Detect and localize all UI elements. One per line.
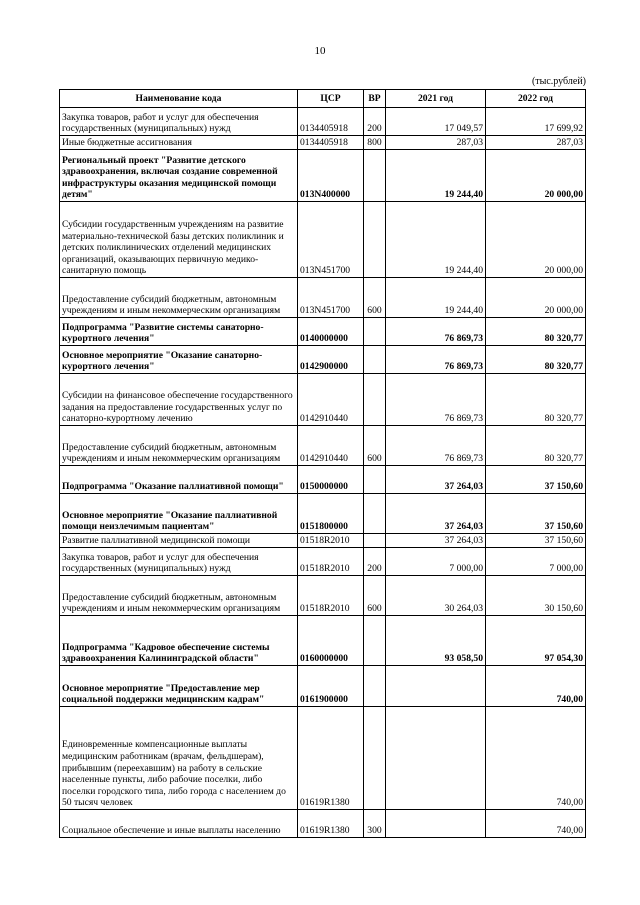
cell-csr: 01619R1380 [298,707,364,810]
cell-2021: 19 244,40 [386,150,486,202]
cell-2022: 20 000,00 [486,150,586,202]
table-row [60,576,586,616]
cell-name: Субсидии государственным учреждениям на развитие материально-технической базы детских поликлиник и детских поликлинических отделений медицинских организаций, оказывающих первичную медико-санитарную помощь [60,202,298,278]
cell-2021: 93 058,50 [386,616,486,666]
cell-2022: 740,00 [486,810,586,838]
table-row [60,810,586,838]
cell-csr: 013N400000 [298,150,364,202]
cell-name: Подпрограмма "Развитие системы санаторно-курортного лечения" [60,318,298,346]
header-2022: 2022 год [486,90,586,108]
page-number: 10 [314,45,326,57]
units-label: (тыс.рублей) [531,76,586,87]
cell-2022: 80 320,77 [486,346,586,374]
cell-2022: 30 150,60 [486,576,586,616]
table-row [60,108,586,136]
cell-csr: 01518R2010 [298,576,364,616]
table-header-row [60,90,586,108]
cell-csr: 0142900000 [298,346,364,374]
cell-2021 [386,810,486,838]
table-row [60,534,586,548]
header-name: Наименование кода [60,90,298,108]
cell-vr: 600 [364,278,386,318]
cell-vr [364,202,386,278]
cell-2021: 30 264,03 [386,576,486,616]
table-row [60,494,586,534]
cell-csr: 01518R2010 [298,534,364,548]
table-row [60,616,586,666]
cell-vr [364,534,386,548]
cell-2021: 7 000,00 [386,548,486,576]
cell-name: Предоставление субсидий бюджетным, автономным учреждениям и иным некоммерческим организациям [60,576,298,616]
table-row [60,466,586,494]
cell-vr [364,666,386,707]
cell-vr: 200 [364,108,386,136]
table-body [60,108,586,838]
cell-2022: 37 150,60 [486,494,586,534]
cell-csr: 0134405918 [298,108,364,136]
cell-csr: 01619R1380 [298,810,364,838]
cell-2022: 97 054,30 [486,616,586,666]
cell-vr: 800 [364,136,386,150]
cell-2021: 19 244,40 [386,278,486,318]
cell-vr [364,318,386,346]
cell-name: Закупка товаров, работ и услуг для обеспечения государственных (муниципальных) нужд [60,548,298,576]
cell-vr [364,707,386,810]
cell-csr: 0151800000 [298,494,364,534]
cell-2021: 37 264,03 [386,494,486,534]
table-row [60,278,586,318]
cell-2021: 37 264,03 [386,534,486,548]
cell-2022: 17 699,92 [486,108,586,136]
cell-csr: 0142910440 [298,374,364,426]
table-row [60,548,586,576]
cell-name: Подпрограмма "Кадровое обеспечение системы здравоохранения Калининградской области" [60,616,298,666]
cell-vr [364,616,386,666]
cell-name: Подпрограмма "Оказание паллиативной помощи" [60,466,298,494]
header-vr: ВР [364,90,386,108]
cell-name: Региональный проект "Развитие детского здравоохранения, включая создание современной инфраструктуры оказания медицинской помощи детям" [60,150,298,202]
cell-name: Предоставление субсидий бюджетным, автономным учреждениям и иным некоммерческим организациям [60,278,298,318]
cell-csr: 0134405918 [298,136,364,150]
header-2021: 2021 год [386,90,486,108]
cell-csr: 013N451700 [298,278,364,318]
table-row [60,202,586,278]
cell-name: Предоставление субсидий бюджетным, автономным учреждениям и иным некоммерческим организациям [60,426,298,466]
cell-csr: 01518R2010 [298,548,364,576]
table-row [60,150,586,202]
cell-2021: 17 049,57 [386,108,486,136]
cell-2022: 37 150,60 [486,466,586,494]
cell-2021: 76 869,73 [386,426,486,466]
cell-2022: 20 000,00 [486,202,586,278]
cell-vr: 600 [364,426,386,466]
cell-csr: 0160000000 [298,616,364,666]
cell-vr: 600 [364,576,386,616]
cell-vr [364,346,386,374]
table-row [60,707,586,810]
cell-2022: 37 150,60 [486,534,586,548]
cell-2022: 20 000,00 [486,278,586,318]
cell-2021: 76 869,73 [386,346,486,374]
cell-csr: 0142910440 [298,426,364,466]
cell-name: Субсидии на финансовое обеспечение государственного задания на предоставление государственных услуг по санаторно-курортному лечению [60,374,298,426]
cell-csr: 0140000000 [298,318,364,346]
cell-2022: 80 320,77 [486,318,586,346]
cell-2021 [386,707,486,810]
cell-vr [364,466,386,494]
header-csr: ЦСР [298,90,364,108]
cell-name: Основное мероприятие "Оказание санаторно-курортного лечения" [60,346,298,374]
cell-name: Социальное обеспечение и иные выплаты населению [60,810,298,838]
budget-table [59,89,586,838]
table-row [60,426,586,466]
table-row [60,666,586,707]
table-row [60,318,586,346]
cell-name: Основное мероприятие "Оказание паллиативной помощи неизлечимым пациентам" [60,494,298,534]
cell-name: Основное мероприятие "Предоставление мер социальной поддержки медицинским кадрам" [60,666,298,707]
table-row [60,136,586,150]
cell-2021: 76 869,73 [386,318,486,346]
cell-2022: 740,00 [486,666,586,707]
cell-vr: 300 [364,810,386,838]
cell-2021: 37 264,03 [386,466,486,494]
cell-vr [364,374,386,426]
cell-vr: 200 [364,548,386,576]
cell-2022: 740,00 [486,707,586,810]
table-row [60,346,586,374]
cell-2021: 19 244,40 [386,202,486,278]
cell-name: Единовременные компенсационные выплаты медицинским работникам (врачам, фельдшерам), прибывшим (переехавшим) на работу в сельские населенные пункты, либо рабочие поселки, либо поселки городского типа, либо города с населением до 50 тысяч человек [60,707,298,810]
cell-2022: 287,03 [486,136,586,150]
cell-name: Иные бюджетные ассигнования [60,136,298,150]
cell-csr: 0150000000 [298,466,364,494]
table-row [60,374,586,426]
cell-vr [364,150,386,202]
cell-vr [364,494,386,534]
cell-name: Закупка товаров, работ и услуг для обеспечения государственных (муниципальных) нужд [60,108,298,136]
cell-2022: 80 320,77 [486,374,586,426]
cell-2022: 7 000,00 [486,548,586,576]
cell-name: Развитие паллиативной медицинской помощи [60,534,298,548]
cell-2021: 76 869,73 [386,374,486,426]
cell-csr: 0161900000 [298,666,364,707]
cell-2021 [386,666,486,707]
cell-2022: 80 320,77 [486,426,586,466]
cell-csr: 013N451700 [298,202,364,278]
cell-2021: 287,03 [386,136,486,150]
